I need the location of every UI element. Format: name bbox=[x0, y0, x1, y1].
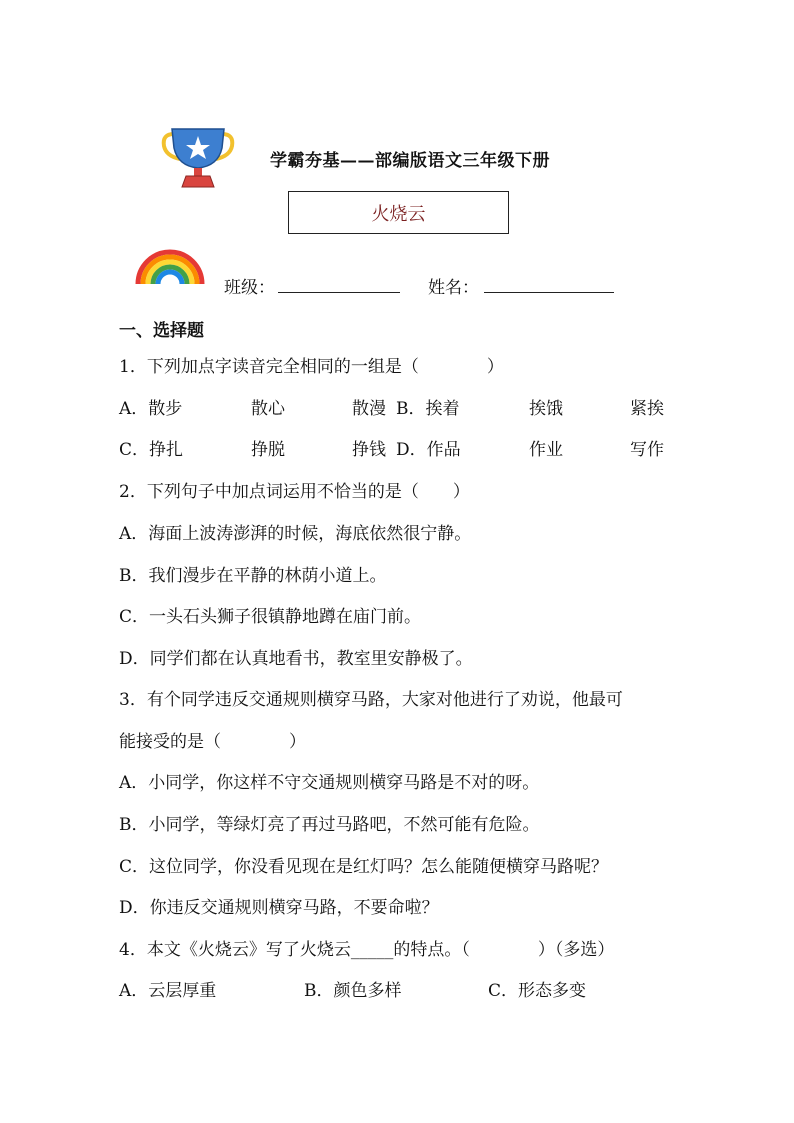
q1-option-d2: 作业 bbox=[529, 440, 563, 460]
q1-option-c1: C．挣扎 bbox=[119, 440, 184, 460]
q1-option-b2: 挨饿 bbox=[529, 399, 563, 419]
q3-option-c: C．这位同学，你没看见现在是红灯吗？怎么能随便横穿马路呢？ bbox=[119, 857, 609, 877]
q3-stem-line1: 3．有个同学违反交通规则横穿马路，大家对他进行了劝说，他最可 bbox=[119, 690, 623, 710]
q1-option-c2: 挣脱 bbox=[251, 440, 285, 460]
q1-option-b1: B．挨着 bbox=[396, 399, 460, 419]
q1-option-a2: 散心 bbox=[251, 399, 285, 419]
section-title: 一、选择题 bbox=[119, 321, 204, 341]
page-title: 学霸夯基——部编版语文三年级下册 bbox=[270, 151, 550, 171]
q2-option-c: C．一头石头狮子很镇静地蹲在庙门前。 bbox=[119, 607, 422, 627]
q1-option-a1: A．散步 bbox=[119, 399, 183, 419]
q4-option-a: A．云层厚重 bbox=[119, 981, 217, 1001]
q1-option-a3: 散漫 bbox=[352, 399, 386, 419]
q3-option-a: A．小同学，你这样不守交通规则横穿马路是不对的呀。 bbox=[119, 773, 540, 793]
q3-stem-line2: 能接受的是（ ） bbox=[119, 732, 306, 752]
q4-stem: 4．本文《火烧云》写了火烧云_____的特点。（ ）（多选） bbox=[119, 940, 615, 960]
q4-option-b: B．颜色多样 bbox=[304, 981, 402, 1001]
class-field[interactable] bbox=[278, 292, 400, 293]
q3-option-d: D．你违反交通规则横穿马路，不要命啦？ bbox=[119, 898, 439, 918]
q2-option-d: D．同学们都在认真地看书，教室里安静极了。 bbox=[119, 649, 473, 669]
q1-option-b3: 紧挨 bbox=[630, 399, 664, 419]
q2-stem: 2．下列句子中加点词运用不恰当的是（ ） bbox=[119, 482, 470, 502]
class-label: 班级： bbox=[224, 278, 275, 298]
q3-option-b: B．小同学，等绿灯亮了再过马路吧，不然可能有危险。 bbox=[119, 815, 540, 835]
q1-option-d1: D．作品 bbox=[396, 440, 461, 460]
trophy-icon bbox=[160, 126, 236, 190]
rainbow-icon bbox=[133, 246, 207, 286]
q1-option-d3: 写作 bbox=[630, 440, 664, 460]
q2-option-a: A．海面上波涛澎湃的时候，海底依然很宁静。 bbox=[119, 524, 472, 544]
q2-option-b: B．我们漫步在平静的林荫小道上。 bbox=[119, 566, 387, 586]
q1-stem: 1．下列加点字读音完全相同的一组是（ ） bbox=[119, 357, 504, 377]
lesson-title-box bbox=[288, 191, 509, 234]
q4-option-c: C．形态多变 bbox=[488, 981, 587, 1001]
name-label: 姓名： bbox=[428, 278, 479, 298]
lesson-title: 火烧云 bbox=[371, 203, 426, 225]
name-field[interactable] bbox=[484, 292, 614, 293]
q1-option-c3: 挣钱 bbox=[352, 440, 386, 460]
